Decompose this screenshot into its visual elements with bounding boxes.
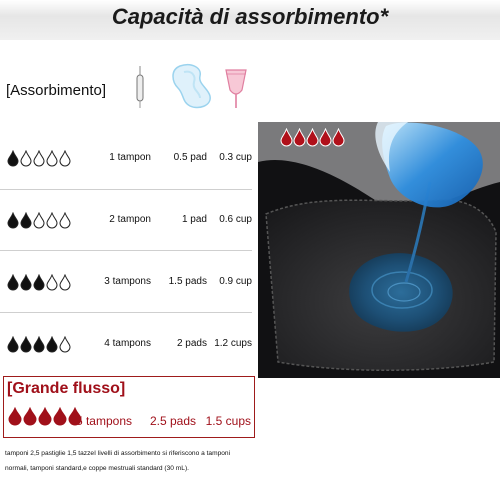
drop-empty-icon xyxy=(60,213,70,228)
cup-icon xyxy=(223,66,249,112)
absorption-row-3 xyxy=(0,262,255,302)
drop-filled-icon xyxy=(333,129,344,146)
drop-empty-icon xyxy=(34,213,44,228)
drop-filled-icon xyxy=(9,408,21,425)
drop-rating-row-3 xyxy=(7,274,77,292)
cup-value: 0.9 cup xyxy=(219,276,252,287)
drop-filled-icon xyxy=(21,275,31,290)
drop-empty-icon xyxy=(47,275,57,290)
drop-empty-icon xyxy=(60,337,70,352)
drop-filled-icon xyxy=(34,275,44,290)
tampon-value: 3 tampons xyxy=(104,276,151,287)
drop-rating-row-2 xyxy=(7,212,77,230)
row-divider xyxy=(0,250,252,251)
heavy-pad-value: 2.5 pads xyxy=(149,414,196,428)
drop-filled-icon xyxy=(34,337,44,352)
absorption-row-2 xyxy=(0,200,255,240)
product-photo xyxy=(258,122,500,378)
drop-empty-icon xyxy=(21,151,31,166)
pad-value: 2 pads xyxy=(176,338,207,349)
heavy-cup-value: 1.5 cups xyxy=(205,414,251,428)
drop-empty-icon xyxy=(47,151,57,166)
cup-value: 1.2 cups xyxy=(214,338,252,349)
row-divider xyxy=(0,189,252,190)
tampon-icon xyxy=(132,66,148,108)
absorption-row-4 xyxy=(0,324,255,364)
pad-value: 1.5 pads xyxy=(168,276,207,287)
drop-filled-icon xyxy=(8,275,18,290)
drop-filled-icon xyxy=(294,129,305,146)
drop-filled-icon xyxy=(8,213,18,228)
absorption-row-1 xyxy=(0,138,255,178)
drop-filled-icon xyxy=(281,129,292,146)
drop-filled-icon xyxy=(24,408,36,425)
drop-filled-icon xyxy=(8,337,18,352)
drop-rating-row-4 xyxy=(7,336,77,354)
row-divider xyxy=(0,312,252,313)
drop-filled-icon xyxy=(320,129,331,146)
drop-empty-icon xyxy=(34,151,44,166)
drop-filled-icon xyxy=(307,129,318,146)
drop-empty-icon xyxy=(47,213,57,228)
drop-filled-icon xyxy=(39,408,51,425)
drop-filled-icon xyxy=(47,337,57,352)
drop-filled-icon xyxy=(21,337,31,352)
pad-icon xyxy=(168,62,214,112)
heavy-tampon-value: 5 tampons xyxy=(75,414,132,428)
cup-value: 0.6 cup xyxy=(219,214,252,225)
tampon-value: 4 tampons xyxy=(104,338,151,349)
drop-empty-icon xyxy=(60,151,70,166)
drop-empty-icon xyxy=(60,275,70,290)
tampon-value: 1 tampon xyxy=(109,152,151,163)
cup-value: 0.3 cup xyxy=(219,152,252,163)
heavy-flow-label: [Grande flusso] xyxy=(7,380,126,397)
drop-rating-row-1 xyxy=(7,150,77,168)
photo-drop-rating xyxy=(280,128,360,150)
pad-value: 1 pad xyxy=(181,214,207,225)
footnote: tamponi 2,5 pastiglie 1,5 tazzeI livelli di assorbimento si riferiscono a tamponi normali, tamponi standard,e coppe mestruali standard (30 mL). xyxy=(5,450,231,472)
drop-filled-icon xyxy=(8,151,18,166)
tampon-value: 2 tampon xyxy=(109,214,151,225)
drop-filled-icon xyxy=(21,213,31,228)
pad-value: 0.5 pad xyxy=(173,152,207,163)
page-title: Capacità di assorbimento* xyxy=(111,4,389,29)
drop-filled-icon xyxy=(54,408,66,425)
absorption-header-label: [Assorbimento] xyxy=(6,82,107,99)
